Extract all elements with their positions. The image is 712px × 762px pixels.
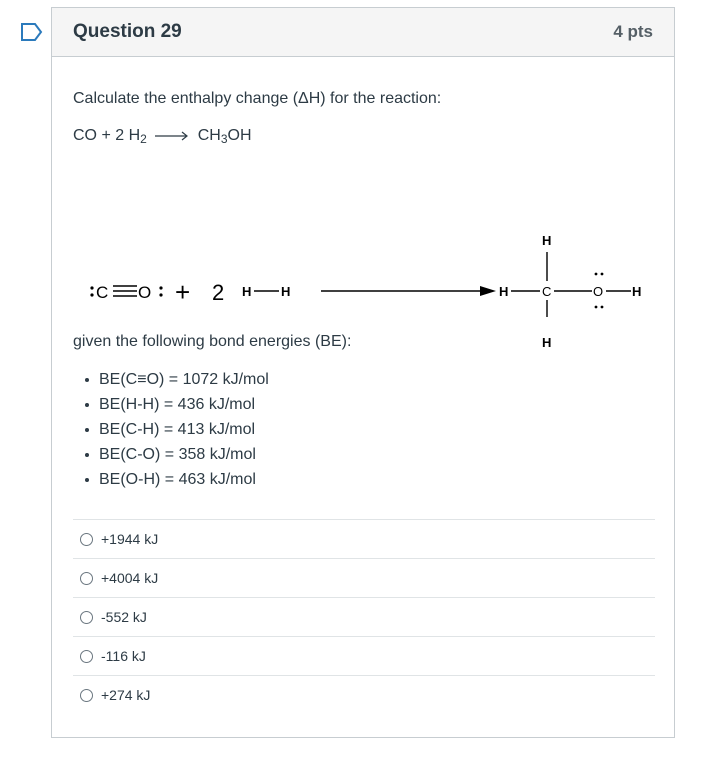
- answer-label[interactable]: +1944 kJ: [101, 531, 159, 547]
- methanol-h-bottom: H: [542, 335, 552, 350]
- answer-label[interactable]: +274 kJ: [101, 687, 151, 703]
- plus-sign: +: [175, 277, 191, 307]
- lone-pair-dot: [601, 306, 604, 309]
- list-item: BE(O-H) = 463 kJ/mol: [73, 467, 269, 492]
- equation-product-subscript: 3: [220, 132, 228, 146]
- list-item: BE(C-O) = 358 kJ/mol: [73, 442, 269, 467]
- diagram-arrow-head: [480, 286, 496, 296]
- answer-label[interactable]: +4004 kJ: [101, 570, 159, 586]
- answer-option[interactable]: [73, 558, 655, 597]
- methanol-h-left: H: [499, 284, 509, 299]
- co-oxygen: O: [138, 283, 152, 302]
- lone-pair-dot: [159, 286, 162, 289]
- list-item: BE(C-H) = 413 kJ/mol: [73, 417, 269, 442]
- question-header: [52, 8, 674, 57]
- radio-button[interactable]: [80, 650, 93, 663]
- equation-reactants: CO + 2 H: [73, 127, 141, 144]
- methanol-h-bottom-wrapper: [542, 334, 562, 354]
- radio-button[interactable]: [80, 572, 93, 585]
- reaction-equation: [73, 127, 252, 146]
- answer-label[interactable]: -116 kJ: [101, 648, 146, 664]
- methanol-oxygen: O: [593, 284, 604, 299]
- reaction-arrow-icon: [155, 131, 189, 141]
- equation-reactant-subscript: 2: [140, 132, 147, 146]
- equation-product-tail: OH: [227, 127, 252, 144]
- question-prompt: Calculate the enthalpy change (ΔH) for the reaction:: [73, 90, 442, 107]
- bond-energy-list: [73, 367, 269, 492]
- radio-button[interactable]: [80, 611, 93, 624]
- answer-label[interactable]: -552 kJ: [101, 609, 147, 625]
- given-label: given the following bond energies (BE):: [73, 333, 352, 350]
- equation-product: CH: [197, 127, 221, 144]
- list-item: BE(C≡O) = 1072 kJ/mol: [73, 367, 269, 392]
- methanol-h-top: H: [542, 233, 552, 248]
- lewis-structure-diagram: [82, 177, 642, 317]
- radio-button[interactable]: [80, 533, 93, 546]
- h2-coefficient: 2: [212, 280, 225, 305]
- methanol-h-right: H: [632, 284, 642, 299]
- lone-pair-dot: [90, 293, 93, 296]
- lone-pair-dot: [159, 293, 162, 296]
- bookmark-flag-icon[interactable]: [20, 22, 44, 42]
- question-title: Question 29: [73, 21, 182, 42]
- question-points: 4 pts: [613, 22, 653, 41]
- lone-pair-dot: [601, 273, 604, 276]
- list-item: BE(H-H) = 436 kJ/mol: [73, 392, 269, 417]
- methanol-carbon: C: [542, 284, 552, 299]
- h2-hydrogen-left: H: [242, 284, 252, 299]
- lone-pair-dot: [90, 286, 93, 289]
- answer-options: [73, 519, 655, 714]
- lone-pair-dot: [595, 306, 598, 309]
- h2-hydrogen-right: H: [281, 284, 291, 299]
- answer-option[interactable]: [73, 519, 655, 558]
- co-carbon: C: [96, 283, 109, 302]
- lone-pair-dot: [595, 273, 598, 276]
- answer-option[interactable]: [73, 636, 655, 675]
- answer-option[interactable]: [73, 675, 655, 714]
- radio-button[interactable]: [80, 689, 93, 702]
- question-card: [51, 7, 675, 738]
- answer-option[interactable]: [73, 597, 655, 636]
